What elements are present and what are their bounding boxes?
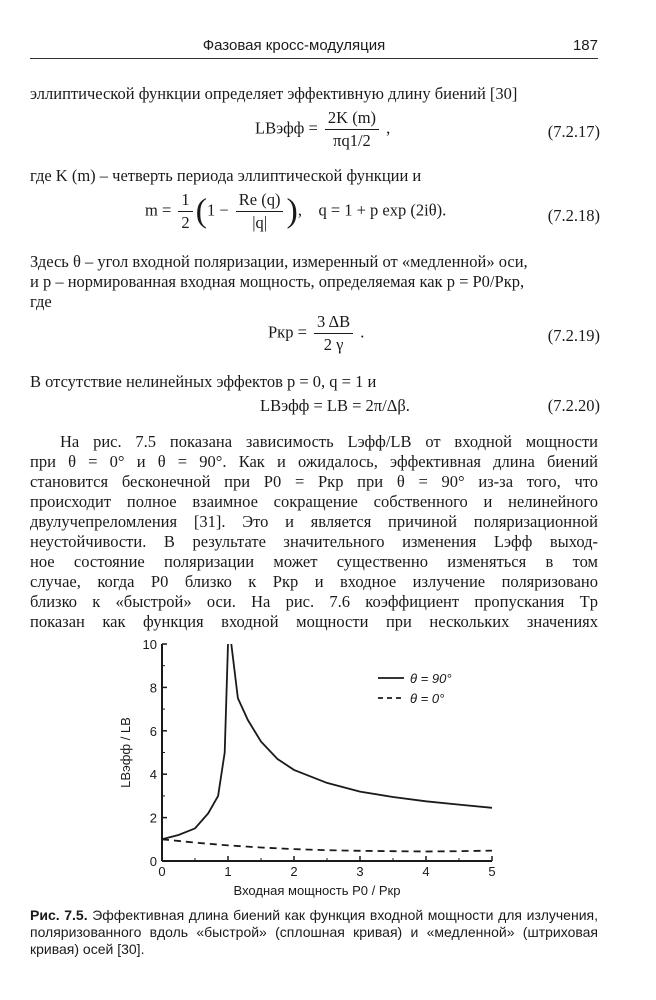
- equation-7-2-19: [268, 312, 364, 355]
- legend-entry: θ = 0°: [410, 691, 445, 706]
- series-line-theta-90: [162, 644, 228, 839]
- paragraph-line: ное состояние поляризации может существенно изменяться в том: [30, 552, 598, 571]
- eq-fraction: [314, 312, 353, 355]
- y-tick-label: 0: [149, 854, 157, 869]
- caption-label: Рис. 7.5.: [30, 907, 88, 923]
- page-number: 187: [572, 37, 598, 54]
- equation-number: (7.2.20): [547, 396, 600, 415]
- running-head: [30, 34, 598, 59]
- paragraph-line: становится бесконечной при P0 = Pкр при θ = 90° из-за того, что: [30, 472, 598, 491]
- x-tick-label: 0: [158, 864, 166, 879]
- y-tick-label: 10: [142, 637, 157, 652]
- y-tick-label: 2: [149, 810, 157, 826]
- text-line: эллиптической функции определяет эффективную длину биений [30]: [30, 84, 518, 103]
- series-line-theta-0: [162, 839, 492, 851]
- equation-number: (7.2.17): [547, 122, 600, 141]
- text-line: и p – нормированная входная мощность, определяемая как p = P0/Pкр,: [30, 272, 525, 291]
- chapter-title: Фазовая кросс-модуляция: [202, 37, 386, 54]
- eq-lhs: m =: [145, 200, 172, 220]
- y-tick-label: 4: [149, 767, 157, 783]
- right-paren: ): [286, 192, 298, 230]
- paragraph-line: неустойчивости. В результате значительного изменения Lэфф выход-: [30, 532, 598, 551]
- x-tick-label: 4: [422, 864, 430, 879]
- equation-number: (7.2.18): [547, 206, 600, 225]
- series-line-theta-90: [231, 644, 492, 808]
- eq-denominator: 2 γ: [323, 335, 344, 354]
- eq-numerator: Re (q): [236, 190, 284, 212]
- left-paren: (: [195, 192, 207, 230]
- text-line: Здесь θ – угол входной поляризации, измеренный от «медленной» оси,: [30, 252, 528, 271]
- figure-7-5: [110, 636, 510, 901]
- paragraph-line: двулучепреломления [31]. Это и является причиной поляризационной: [30, 512, 598, 531]
- eq-numerator: 1: [178, 190, 192, 212]
- figure-caption: [30, 907, 598, 958]
- legend-entry: θ = 90°: [410, 671, 452, 686]
- equation-7-2-20: LBэфф = LB = 2π/Δβ.: [260, 396, 410, 415]
- text-line: где: [30, 292, 52, 311]
- eq-half: [178, 190, 192, 233]
- eq-denominator: πq1/2: [333, 131, 371, 150]
- y-tick-label: 6: [149, 723, 157, 739]
- x-tick-label: 5: [488, 864, 496, 879]
- y-tick-label: 8: [149, 680, 157, 696]
- equation-7-2-17: [255, 108, 390, 151]
- equation-number: (7.2.19): [547, 326, 600, 345]
- eq-tail: .: [360, 322, 365, 342]
- text-line: В отсутствие нелинейных эффектов p = 0, q = 1 и: [30, 372, 377, 391]
- eq-denominator: 2: [181, 213, 190, 232]
- eq-denominator: |q|: [252, 213, 268, 232]
- paragraph-line: происходит полное взаимное сокращение собственного и нелинейного: [30, 492, 598, 511]
- paragraph-line: показан как функция входной мощности при нескольких значениях: [30, 612, 598, 631]
- text-line: где K (m) – четверть периода эллиптической функции и: [30, 166, 422, 185]
- x-tick-label: 1: [224, 864, 232, 879]
- paragraph-line: при θ = 0° и θ = 90°. Как и ожидалось, эффективная длина биений: [30, 452, 598, 471]
- eq-fraction: [325, 108, 379, 151]
- chart-svg: [110, 636, 510, 901]
- eq-lhs: Pкр =: [268, 322, 307, 342]
- eq-lhs: LBэфф =: [255, 118, 318, 138]
- eq-numerator: 3 ΔB: [314, 312, 353, 334]
- paragraph-line: близко к «быстрой» оси. На рис. 7.6 коэффициент пропускания Tp: [30, 592, 598, 611]
- y-axis-label: LBэфф / LB: [118, 717, 133, 788]
- eq-numerator: 2K (m): [325, 108, 379, 130]
- eq-tail: ,: [386, 118, 391, 138]
- eq-re-fraction: [236, 190, 284, 233]
- caption-text: Эффективная длина биений как функция входной мощности для излучения, поляризованного вдоль «быстрой» (сплошная кривая) и «медленной» (штриховая кривая) осей [30].: [30, 907, 598, 957]
- paragraph-line: случае, когда P0 близко к Pкр и входное излучение поляризовано: [30, 572, 598, 591]
- x-axis-label: Входная мощность P0 / Pкр: [233, 883, 401, 898]
- eq-tail: q = 1 + p exp (2iθ).: [318, 200, 447, 220]
- eq-one-minus: 1 −: [206, 200, 229, 220]
- x-tick-label: 3: [356, 864, 364, 879]
- equation-7-2-18: m = $\frac{1}{2}$ (1 − $\frac{Re (q)}{|q|}$ ), q = 1 + p exp (2iθ).: [145, 190, 447, 232]
- x-tick-label: 2: [290, 864, 298, 879]
- paragraph-line: На рис. 7.5 показана зависимость Lэфф/LB от входной мощности: [60, 432, 598, 451]
